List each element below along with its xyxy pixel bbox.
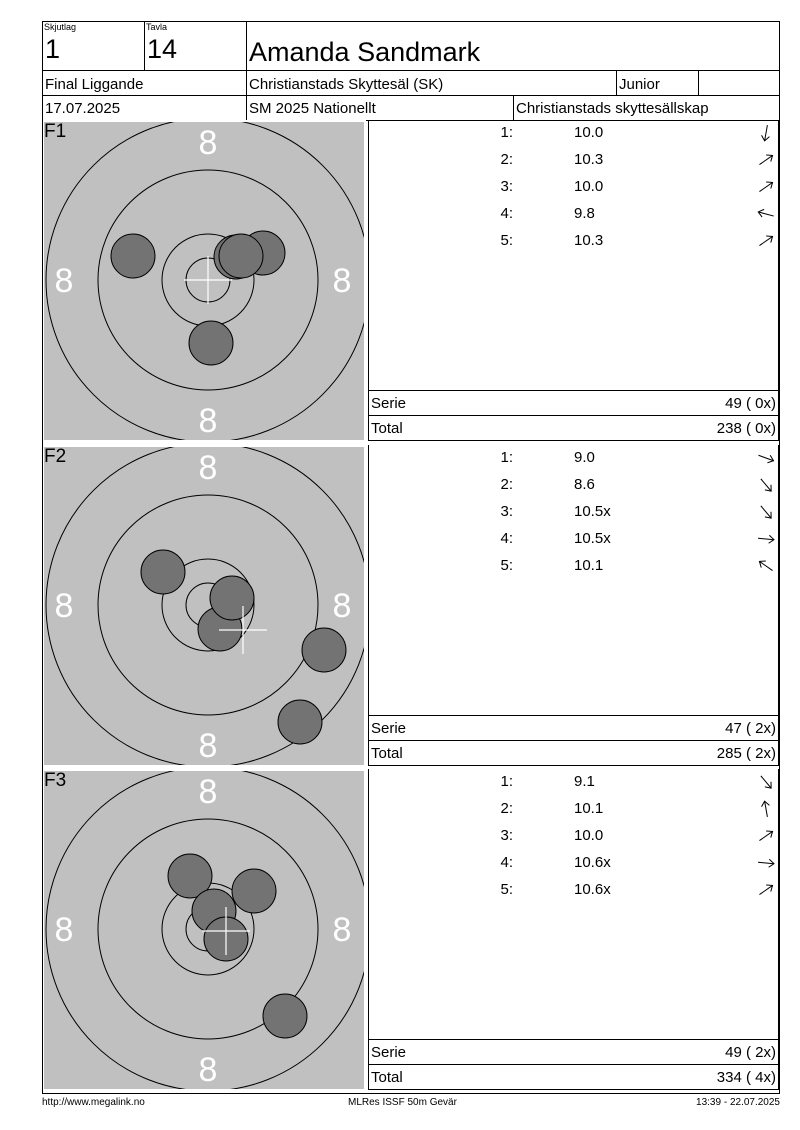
footer-url: http://www.megalink.no bbox=[42, 1097, 145, 1108]
shot-value: 10.3 bbox=[574, 151, 604, 168]
tavla-cell bbox=[144, 21, 247, 71]
event-cell bbox=[42, 70, 247, 96]
shot-index: 2: bbox=[500, 476, 513, 493]
shot-value: 10.6x bbox=[574, 854, 611, 871]
shot-index: 5: bbox=[500, 881, 513, 898]
shot-value: 10.3 bbox=[574, 232, 604, 249]
ring-label: 8 bbox=[54, 911, 74, 949]
shot-value: 10.0 bbox=[574, 827, 604, 844]
shot-index: 5: bbox=[500, 557, 513, 574]
results-frame bbox=[42, 120, 780, 1094]
total-label: Total bbox=[371, 420, 403, 437]
shot-value: 10.0 bbox=[574, 124, 604, 141]
serie-label: Serie bbox=[371, 1044, 407, 1061]
shot-value: 10.0 bbox=[574, 178, 604, 195]
series-label: F2 bbox=[44, 446, 67, 467]
shot-index: 4: bbox=[500, 530, 513, 547]
class-cell bbox=[616, 70, 699, 96]
shot-value: 10.5x bbox=[574, 530, 611, 547]
ring-label: 8 bbox=[198, 773, 218, 811]
event-name: Final Liggande bbox=[45, 76, 144, 93]
skjutlag-label: Skjutlag bbox=[44, 22, 77, 32]
shot-index: 5: bbox=[500, 232, 513, 249]
ring-label: 8 bbox=[198, 449, 218, 487]
shot-index: 2: bbox=[500, 151, 513, 168]
shot-index: 4: bbox=[500, 854, 513, 871]
shot-value: 8.6 bbox=[574, 476, 595, 493]
competition-text: SM 2025 Nationellt bbox=[249, 100, 376, 117]
serie-label: Serie bbox=[371, 720, 407, 737]
serie-value: 49 ( 2x) bbox=[725, 1044, 776, 1061]
shot-index: 3: bbox=[500, 827, 513, 844]
club-name: Christianstads Skyttesäl (SK) bbox=[249, 76, 444, 93]
skjutlag-cell bbox=[42, 21, 145, 71]
organizer-cell bbox=[513, 95, 780, 121]
serie-value: 47 ( 2x) bbox=[725, 720, 776, 737]
shot-value: 9.8 bbox=[574, 205, 595, 222]
shot-value: 10.5x bbox=[574, 503, 611, 520]
organizer-text: Christianstads skyttesällskap bbox=[516, 100, 709, 117]
skjutlag-value: 1 bbox=[45, 34, 61, 64]
club-cell bbox=[246, 70, 617, 96]
serie-label: Serie bbox=[371, 395, 407, 412]
shooter-class: Junior bbox=[619, 76, 660, 93]
shot-index: 4: bbox=[500, 205, 513, 222]
ring-label: 8 bbox=[198, 1051, 218, 1089]
date-text: 17.07.2025 bbox=[45, 100, 121, 117]
shot-value: 9.1 bbox=[574, 773, 595, 790]
shot-index: 3: bbox=[500, 178, 513, 195]
total-label: Total bbox=[371, 1069, 403, 1086]
series-label: F1 bbox=[44, 121, 67, 142]
tavla-value: 14 bbox=[147, 34, 178, 64]
ring-label: 8 bbox=[54, 262, 74, 300]
ring-label: 8 bbox=[332, 262, 352, 300]
series-label: F3 bbox=[44, 770, 67, 791]
date-cell bbox=[42, 95, 247, 121]
shot-index: 3: bbox=[500, 503, 513, 520]
shot-index: 1: bbox=[500, 449, 513, 466]
total-value: 334 ( 4x) bbox=[716, 1069, 776, 1086]
shot-value: 9.0 bbox=[574, 449, 595, 466]
ring-label: 8 bbox=[54, 587, 74, 625]
shot-index: 1: bbox=[500, 124, 513, 141]
competition-cell bbox=[246, 95, 514, 121]
ring-label: 8 bbox=[198, 124, 218, 162]
total-label: Total bbox=[371, 745, 403, 762]
serie-value: 49 ( 0x) bbox=[725, 395, 776, 412]
footer-timestamp: 13:39 - 22.07.2025 bbox=[696, 1097, 780, 1108]
shot-index: 2: bbox=[500, 800, 513, 817]
shot-value: 10.6x bbox=[574, 881, 611, 898]
blank-cell bbox=[698, 70, 780, 96]
ring-label: 8 bbox=[332, 911, 352, 949]
ring-label: 8 bbox=[198, 727, 218, 765]
shooter-name: Amanda Sandmark bbox=[249, 37, 481, 67]
ring-label: 8 bbox=[198, 402, 218, 440]
footer-software: MLRes ISSF 50m Gevär bbox=[348, 1097, 457, 1108]
total-value: 285 ( 2x) bbox=[716, 745, 776, 762]
ring-label: 8 bbox=[332, 587, 352, 625]
total-value: 238 ( 0x) bbox=[716, 420, 776, 437]
name-cell bbox=[246, 21, 780, 71]
shot-value: 10.1 bbox=[574, 557, 604, 574]
shot-index: 1: bbox=[500, 773, 513, 790]
shot-value: 10.1 bbox=[574, 800, 604, 817]
tavla-label: Tavla bbox=[146, 22, 168, 32]
